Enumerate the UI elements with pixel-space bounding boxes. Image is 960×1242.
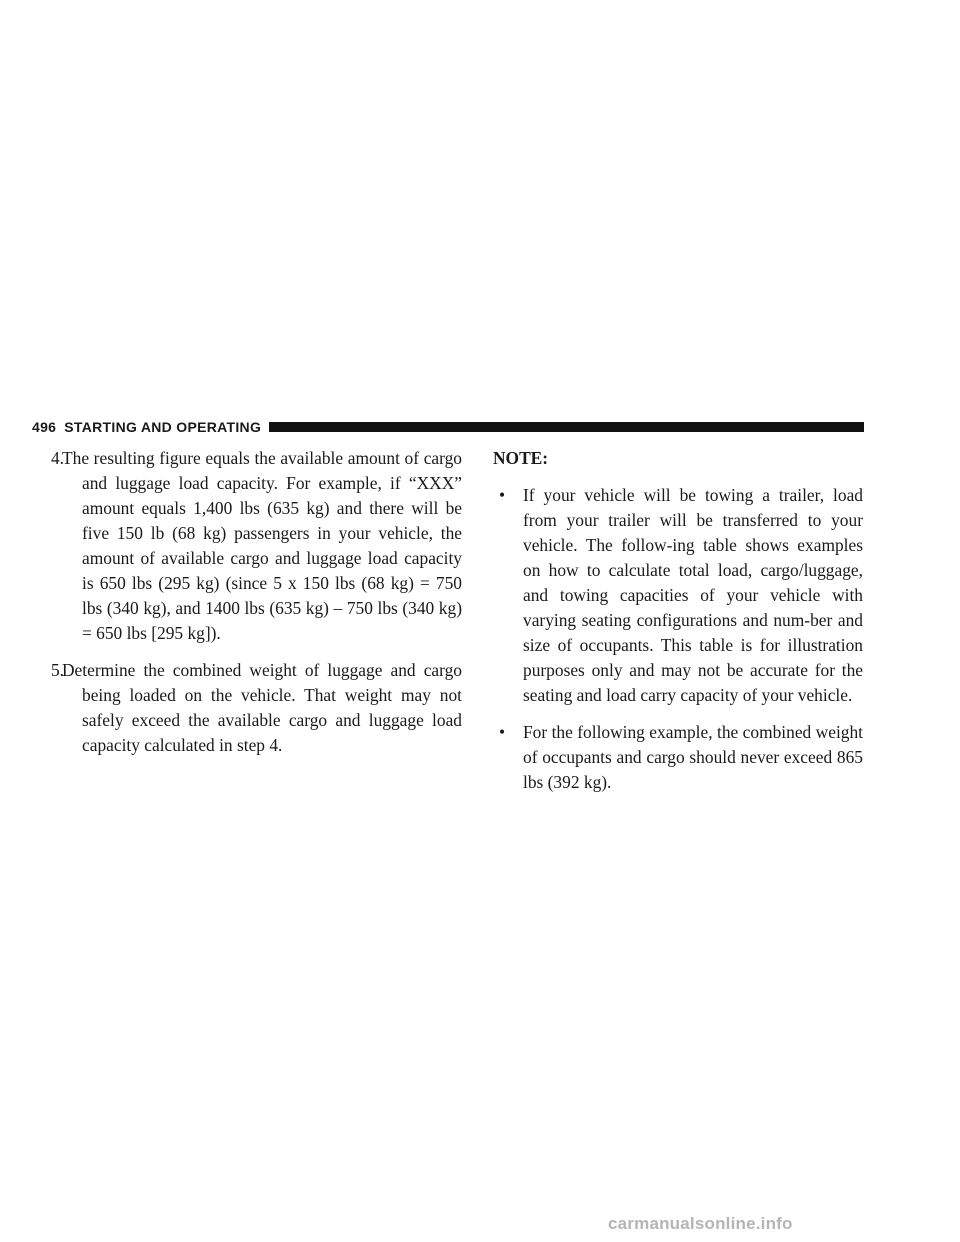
right-column bbox=[493, 446, 863, 807]
watermark: carmanualsonline.info bbox=[608, 1214, 793, 1233]
bullet-item bbox=[493, 720, 863, 795]
note-label: NOTE: bbox=[493, 448, 549, 468]
step-text: The resulting figure equals the available amount of cargo and luggage load capacity. For example, if “XXX” amount equals 1,400 lbs (635 kg) and there will be five 150 lb (68 kg) passengers in your vehicle, the amount of available cargo and luggage load capacity is 650 lbs (295 kg) (since 5 x 150 lbs (68 kg) = 750 lbs (340 kg), and 1400 lbs (635 kg) – 750 lbs (340 kg) = 650 lbs [295 kg]). bbox=[62, 448, 462, 643]
page-header bbox=[32, 416, 864, 438]
header-rule bbox=[269, 422, 864, 432]
step-number: 4. bbox=[50, 448, 64, 468]
left-column bbox=[32, 446, 462, 770]
page-number: 496 bbox=[32, 419, 57, 435]
step-item bbox=[32, 658, 462, 758]
bullet-text: If your vehicle will be towing a trailer, load from your trailer will be transferred to your vehicle. The follow-ing table shows examples on how to calculate total load, cargo/luggage, and towing capacities of your vehicle with varying seating configurations and num-ber and size of occupants. This table is for illustration purposes only and may not be accurate for the seating and load carry capacity of your vehicle. bbox=[523, 485, 863, 705]
step-item bbox=[32, 446, 462, 646]
bullet-text: For the following example, the combined weight of occupants and cargo should never exceed 865 lbs (392 kg). bbox=[523, 722, 863, 792]
bullet-item bbox=[493, 483, 863, 708]
step-number: 5. bbox=[50, 660, 64, 680]
step-text: Determine the combined weight of luggage and cargo being loaded on the vehicle. That weight may not safely exceed the available cargo and luggage load capacity calculated in step 4. bbox=[62, 660, 462, 755]
bullet-icon: • bbox=[499, 722, 506, 742]
section-title: STARTING AND OPERATING bbox=[64, 419, 262, 435]
bullet-icon: • bbox=[499, 485, 506, 505]
